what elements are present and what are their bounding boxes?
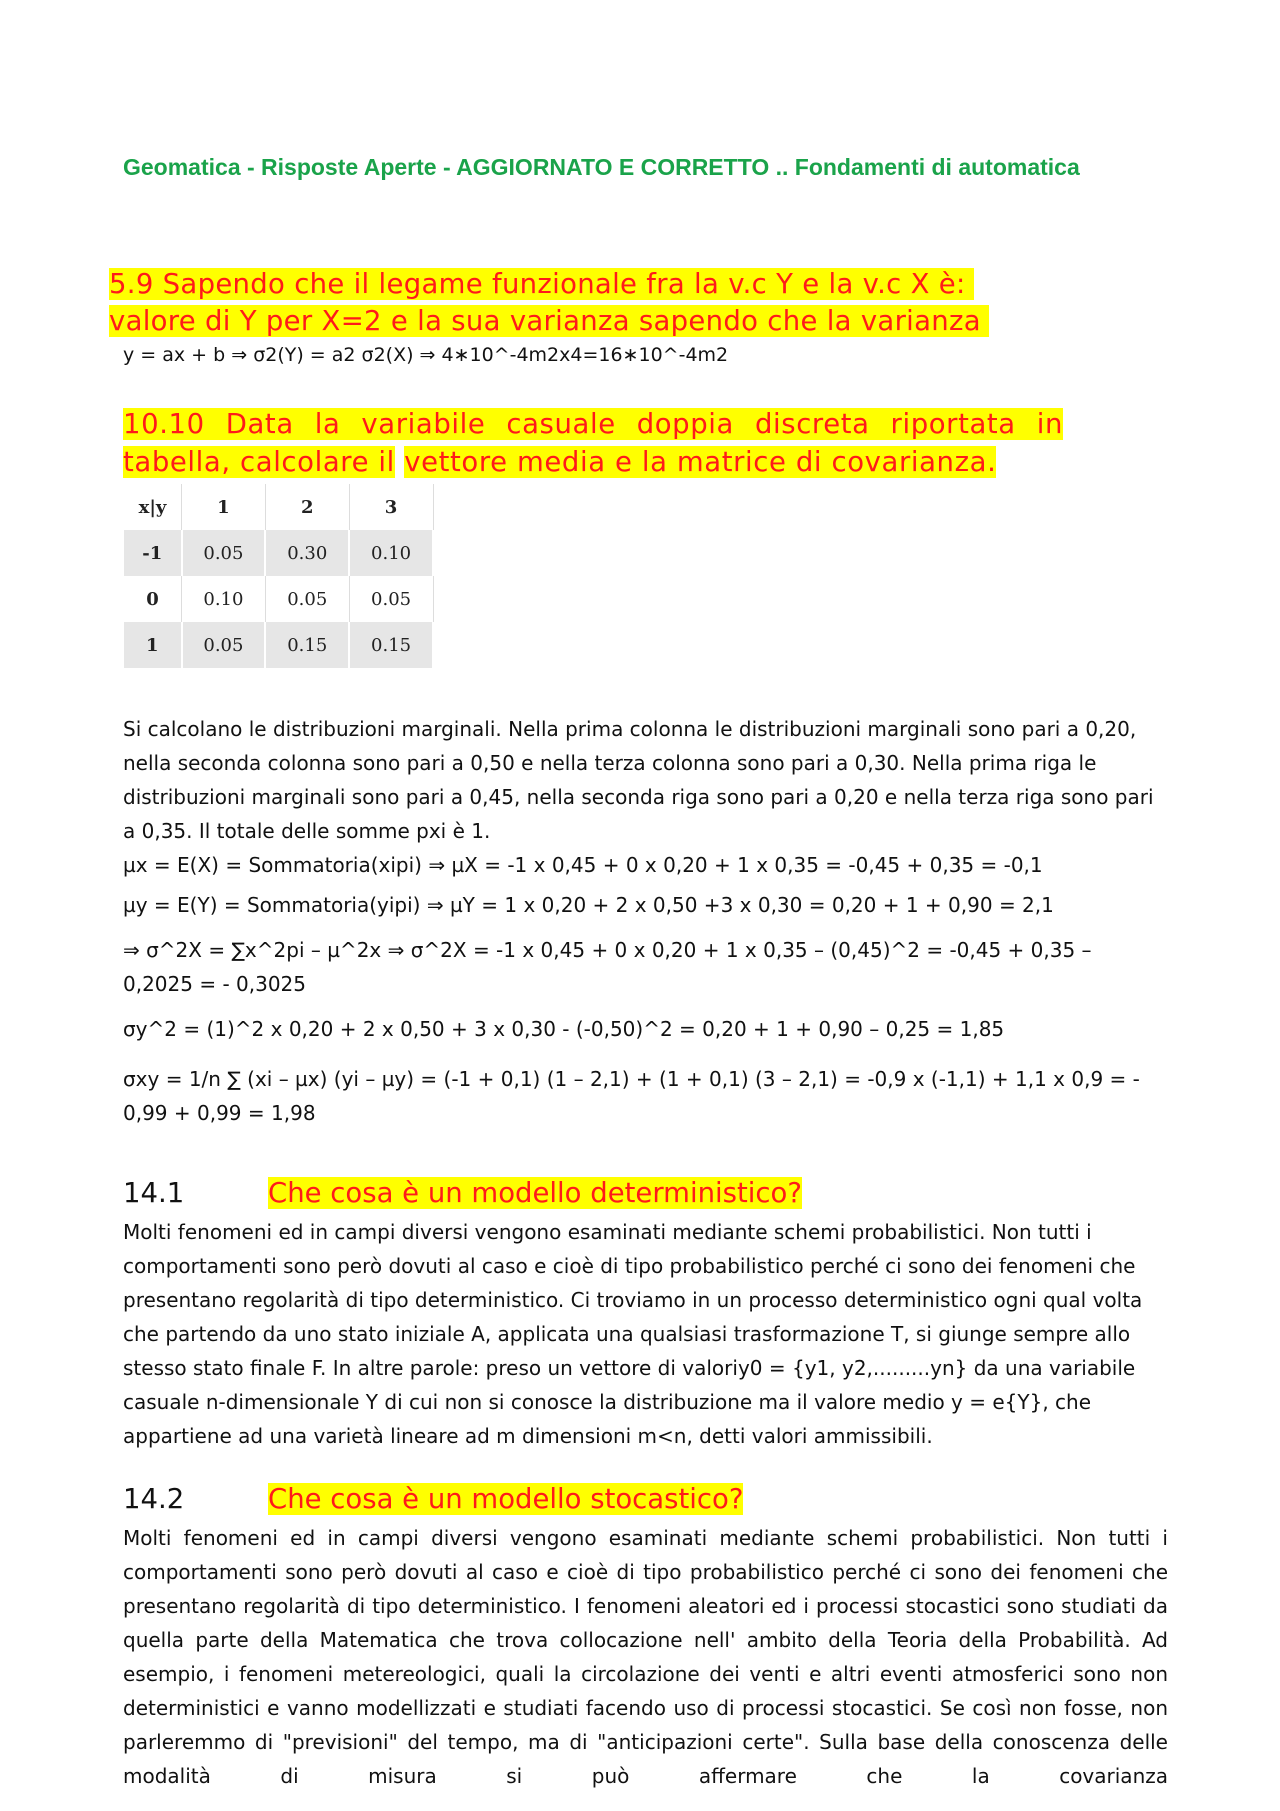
section-14-2-heading: [123, 1481, 743, 1517]
section-number: 14.1: [123, 1177, 185, 1209]
covariance-xy-equation: σxy = 1/n ∑ (xi – µx) (yi – µy) = (-1 + 0,1) (1 – 2,1) + (1 + 0,1) (3 – 2,1) = -0,9 x (-1,1) + 1,1 x 0,9 = - 0,99 + 0,99 = 1,98: [123, 1067, 1140, 1125]
section-title: Che cosa è un modello stocastico?: [268, 1483, 744, 1515]
question-5-9-line-1: 5.9 Sapendo che il legame funzionale fra la v.c Y e la v.c X è:: [109, 268, 974, 300]
question-5-9-line-2: valore di Y per X=2 e la sua varianza sapendo che la varianza: [109, 305, 989, 337]
variance-y-equation: σy^2 = (1)^2 x 0,20 + 2 x 0,50 + 3 x 0,30 - (-0,50)^2 = 0,20 + 1 + 0,90 – 0,25 = 1,85: [123, 1017, 1005, 1041]
table-row-header: 1: [124, 622, 182, 668]
section-14-1-heading: [123, 1175, 802, 1211]
table-row-header: 0: [124, 576, 182, 622]
table-cell: 0.10: [182, 576, 266, 622]
section-14-2-body: Molti fenomeni ed in campi diversi vengono esaminati mediante schemi probabilistici. Non tutti i comportamenti sono però dovuti al caso e cioè di tipo probabilistico perché ci sono dei fenomeni che presentano regolarità di tipo deterministico. I fenomeni aleatori ed i processi stocastici sono studiati da quella parte della Matematica che trova collocazione nell' ambito della Teoria della Probabilità. Ad esempio, i fenomeni metereologici, quali la circolazione dei venti e altri eventi atmosferici sono non deterministici e vanno modellizzati e studiati facendo uso di processi stocastici. Se così non fosse, non parleremmo di "previsioni" del tempo, ma di "anticipazioni certe". Sulla base della conoscenza delle modalità di misura si può affermare che la covarianza: [123, 1526, 1168, 1788]
table-cell: 0.15: [265, 622, 349, 668]
table-cell: 0.05: [265, 576, 349, 622]
table-header-row: [124, 484, 433, 530]
mean-y-equation: µy = E(Y) = Sommatoria(yipi) ⇒ µY = 1 x 0,20 + 2 x 0,50 +3 x 0,30 = 0,20 + 1 + 0,90 = 2,1: [123, 893, 1054, 917]
question-10-10-part-2: vettore media e la matrice di covarianza.: [404, 446, 997, 478]
question-10-10-part-1: 10.10 Data la variabile casuale doppia discreta riportata in tabella, calcolare il: [123, 408, 1063, 478]
table-header-cell: x|y: [124, 484, 182, 530]
table-header-cell: 3: [349, 484, 433, 530]
mean-x-equation: µx = E(X) = Sommatoria(xipi) ⇒ µX = -1 x 0,45 + 0 x 0,20 + 1 x 0,35 = -0,45 + 0,35 = -0,1: [123, 853, 1043, 877]
table-cell: 0.05: [182, 622, 266, 668]
table-header-cell: 2: [265, 484, 349, 530]
section-number: 14.2: [123, 1483, 185, 1515]
table-cell: 0.30: [265, 530, 349, 576]
table-cell: 0.05: [349, 576, 433, 622]
table-row: [124, 622, 433, 668]
section-title: Che cosa è un modello deterministico?: [268, 1177, 802, 1209]
table-cell: 0.05: [182, 530, 266, 576]
table-header-cell: 1: [182, 484, 266, 530]
table-row: [124, 576, 433, 622]
section-14-1-body: Molti fenomeni ed in campi diversi vengono esaminati mediante schemi probabilistici. Non tutti i comportamenti sono però dovuti al caso e cioè di tipo probabilistico perché ci sono dei fenomeni che presentano regolarità di tipo deterministico. Ci troviamo in un processo deterministico ogni qual volta che partendo da uno stato iniziale A, applicata una qualsiasi trasformazione T, si giunge sempre allo stesso stato finale F. In altre parole: preso un vettore di valoriy0 = {y1, y2,.........yn} da una variabile casuale n-dimensionale Y di cui non si conosce la distribuzione ma il valore medio y = e{Y}, che appartiene ad una varietà lineare ad m dimensioni m<n, detti valori ammissibili.: [123, 1220, 1143, 1448]
question-5-9: [109, 266, 1159, 340]
probability-table: [124, 484, 434, 670]
table-cell: 0.10: [349, 530, 433, 576]
document-title: Geomatica - Risposte Aperte - AGGIORNATO E CORRETTO .. Fondamenti di automatica: [123, 154, 1080, 180]
question-10-10: [123, 405, 1063, 481]
table-row: [124, 530, 433, 576]
table-cell: 0.15: [349, 622, 433, 668]
variance-x-equation: ⇒ σ^2X = ∑x^2pi – µ^2x ⇒ σ^2X = -1 x 0,45 + 0 x 0,20 + 1 x 0,35 – (0,45)^2 = -0,45 + 0,35 – 0,2025 = - 0,3025: [123, 938, 1092, 996]
answer-5-9-formula: y = ax + b ⇒ σ2(Y) = a2 σ2(X) ⇒ 4∗10^-4m2x4=16∗10^-4m2: [123, 344, 729, 366]
table-row-header: -1: [124, 530, 182, 576]
marginal-distributions-paragraph: Si calcolano le distribuzioni marginali. Nella prima colonna le distribuzioni marginali sono pari a 0,20, nella seconda colonna sono pari a 0,50 e nella terza colonna sono pari a 0,30. Nella prima riga le distribuzioni marginali sono pari a 0,45, nella seconda riga sono pari a 0,20 e nella terza riga sono pari a 0,35. Il totale delle somme pxi è 1.: [123, 717, 1154, 843]
